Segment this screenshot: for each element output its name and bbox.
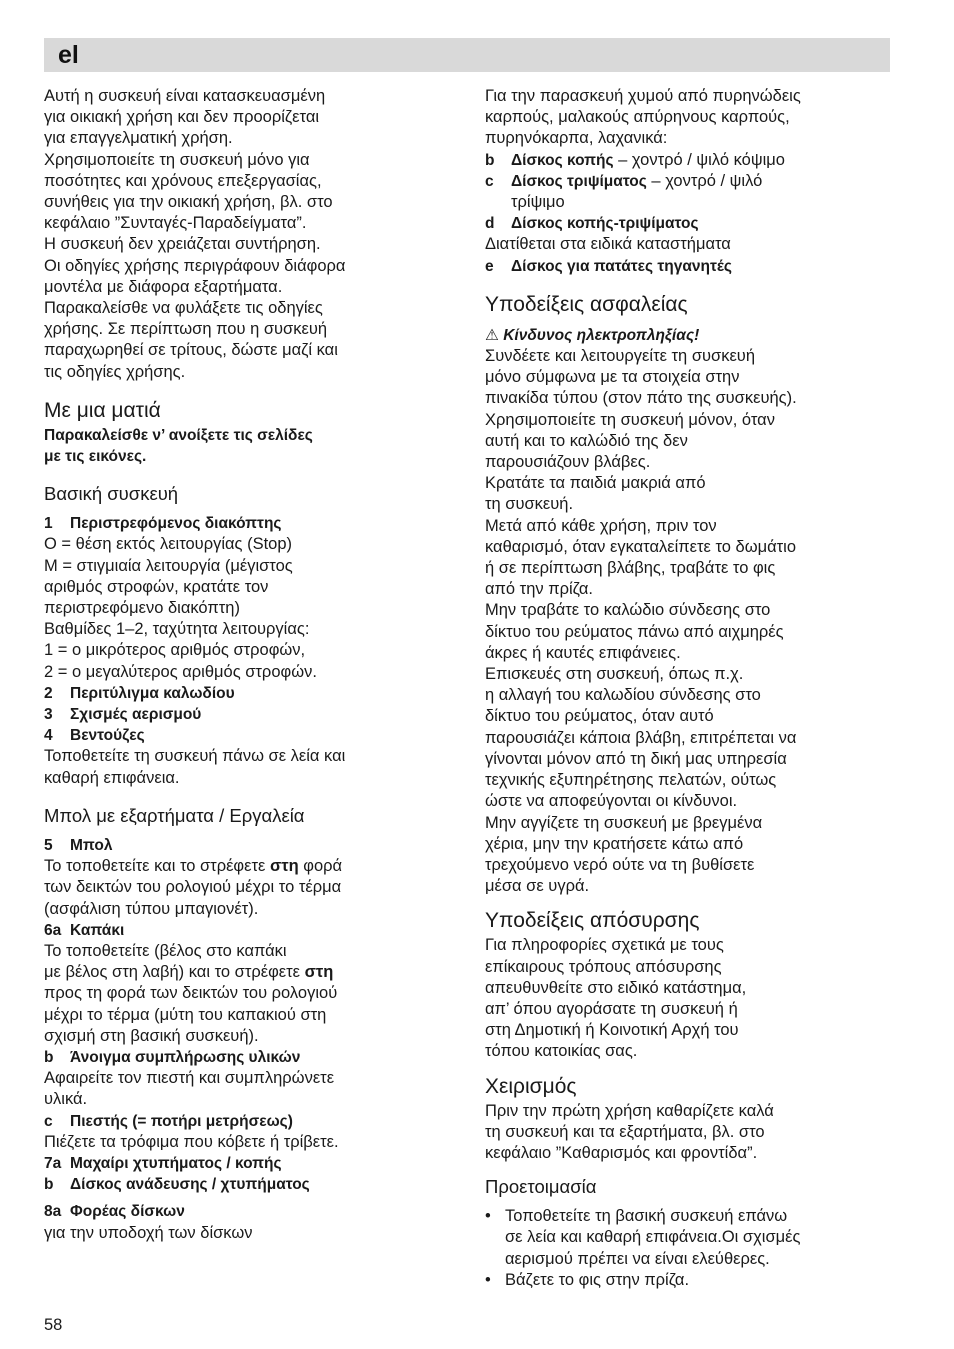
item-label: Περιστρεφόμενος διακόπτης (70, 515, 282, 533)
subsection-heading-bowl: Μπολ με εξαρτήματα / Εργαλεία (44, 804, 305, 826)
text-line: 1 = ο μικρότερος αριθμός στροφών, (44, 641, 306, 660)
subsection-heading-preparation: Προετοιμασία (485, 1176, 597, 1198)
section-heading-safety: Υποδείξεις ασφαλείας (485, 292, 688, 316)
item-label: Σχισμές αερισμού (70, 706, 202, 724)
text-line: κεφάλαιο ”Καθαρισμός και φροντίδα”. (485, 1143, 758, 1162)
item-label: Δίσκος κοπής (511, 151, 614, 169)
item-label: Δίσκος για πατάτες τηγανητές (511, 257, 732, 275)
text-line: χρήσης. Σε περίπτωση που η συσκευή (44, 320, 328, 339)
text-line: προς τη φορά των δεικτών του ρολογιού (44, 984, 338, 1003)
item-desc: – χοντρό / ψιλό κόψιμο (613, 150, 785, 169)
disc-item (485, 213, 890, 234)
text-line: δίκτυο του ρεύματος πάνω από αιχμηρές (485, 622, 784, 641)
text-line: Παρακαλείσθε να φυλάξετε τις οδηγίες (44, 299, 323, 318)
bullet-marker: • (485, 1270, 491, 1289)
language-code: el (58, 41, 79, 69)
text-line: απ’ όπου αγοράσατε τη συσκευή ή (485, 999, 738, 1018)
parts-item (44, 1201, 444, 1222)
text-line: στη Δημοτική ή Κοινοτική Αρχή του (485, 1021, 739, 1040)
bullet-item (485, 1270, 890, 1291)
parts-item (44, 513, 444, 534)
item-number: 2 (44, 684, 53, 702)
section-heading-glance: Με μια ματιά (44, 398, 161, 422)
text-line: μόνο σύμφωνα με τα στοιχεία στην (485, 368, 740, 387)
text-line: παρουσιάζουν βλάβες. (485, 453, 651, 472)
text-line: τη συσκευή. (485, 495, 574, 514)
text-line: ώστε να αποφεύγονται οι κίνδυνοι. (485, 792, 738, 811)
text-line: από την πρίζα. (485, 580, 593, 599)
text-line: για την υποδοχή των δίσκων (44, 1223, 253, 1242)
text-line: για επαγγελματική χρήση. (44, 129, 233, 148)
text-line: τρεχούμενο νερό ούτε να τη βυθίσετε (485, 855, 755, 874)
disc-item (485, 256, 890, 277)
bullet-line (485, 1206, 890, 1227)
bullet-text: Βάζετε το φις στην πρίζα. (505, 1270, 690, 1289)
parts-item (44, 920, 444, 941)
text-line: μοντέλα με διάφορα εξαρτήματα. (44, 277, 283, 296)
bullet-line: σε λεία και καθαρή επιφάνεια.Οι σχισμές (505, 1228, 801, 1247)
item-label: Άνοιγμα συμπλήρωσης υλικών (70, 1048, 301, 1066)
item-label: Φορέας δίσκων (70, 1203, 185, 1221)
item-label: Πιεστής (= ποτήρι μετρήσεως) (70, 1112, 293, 1130)
text-line: 2 = ο μεγαλύτερος αριθμός στροφών. (44, 662, 317, 681)
item-desc: – χοντρό / ψιλό (646, 171, 763, 190)
bullet-item (485, 1206, 890, 1270)
text-fragment: με βέλος στη λαβή) και το στρέφετε (44, 963, 305, 982)
item-number: 6a (44, 921, 62, 939)
text-line: M = στιγμιαία λειτουργία (μέγιστος (44, 556, 293, 575)
item-number: c (44, 1112, 53, 1130)
text-line: χέρια, μην την κρατήσετε κάτω από (485, 834, 744, 853)
text-line: καθαρισμό, όταν εγκαταλείπετε το δωμάτιο (485, 537, 796, 556)
text-line: παραχωρηθεί σε τρίτους, δώστε μαζί και (44, 341, 338, 360)
text-line: απευθυνθείτε στο ειδικό κατάστημα, (485, 978, 747, 997)
bullet-line: αερισμού πρέπει να είναι ελεύθερες. (505, 1249, 770, 1268)
text-line: Η συσκευή δεν χρειάζεται συντήρηση. (44, 235, 321, 254)
text-line: δίκτυο του ρεύματος, όταν αυτό (485, 707, 714, 726)
text-line: πινακίδα τύπου (στον πάτο της συσκευής). (485, 389, 797, 408)
text-line: συνήθεις για την οικιακή χρήση, βλ. στο (44, 193, 333, 212)
item-number: 7a (44, 1154, 62, 1172)
parts-item (44, 1174, 444, 1195)
item-number: b (44, 1048, 54, 1066)
text-line: Αφαιρείτε τον πιεστή και συμπληρώνετε (44, 1069, 335, 1088)
item-number: 4 (44, 727, 53, 745)
bullet-marker: • (485, 1207, 491, 1226)
bold-fragment: στη (304, 963, 334, 982)
text-line: O = θέση εκτός λειτουργίας (Stop) (44, 535, 293, 554)
text-line: τις οδηγίες χρήσης. (44, 362, 186, 381)
text-line: περιστρεφόμενο διακόπτη) (44, 599, 240, 618)
text-line: Συνδέετε και λειτουργείτε τη συσκευή (485, 347, 756, 366)
bold-fragment: στη (269, 857, 299, 876)
page-number: 58 (44, 1316, 63, 1334)
text-line: Μετά από κάθε χρήση, πριν τον (485, 516, 717, 535)
parts-item (44, 1047, 444, 1068)
parts-item (44, 835, 444, 856)
text-line: για οικιακή χρήση και δεν προορίζεται (44, 108, 320, 127)
right-column (485, 86, 890, 1291)
item-label: Δίσκος τριψίματος (511, 172, 647, 190)
item-number: e (485, 257, 494, 275)
section-heading-operation: Χειρισμός (485, 1074, 577, 1098)
item-number: c (485, 172, 494, 190)
text-line: Διατίθεται στα ειδικά καταστήματα (485, 235, 731, 254)
text-fragment: Το τοποθετείτε και το στρέφετε (44, 857, 270, 876)
item-label: Περιτύλιγμα καλωδίου (70, 684, 235, 702)
text-line: Το τοποθετείτε (βέλος στο καπάκι (44, 941, 287, 960)
subsection-heading-base-unit: Βασική συσκευή (44, 483, 179, 505)
text-line: καθαρή επιφάνεια. (44, 768, 180, 787)
section-heading-disposal: Υποδείξεις απόσυρσης (485, 909, 700, 933)
item-number: b (485, 151, 495, 169)
text-line: τόπου κατοικίας σας. (485, 1042, 638, 1061)
text-line: Επισκευές στη συσκευή, όπως π.χ. (485, 665, 744, 684)
glance-subtitle-line: Παρακαλείσθε ν’ ανοίξετε τις σελίδες (44, 426, 313, 444)
item-number: 1 (44, 515, 53, 533)
text-line: Για πληροφορίες σχετικά με τους (485, 936, 724, 955)
item-number: 5 (44, 836, 53, 854)
text-line: επίκαιρους τρόπους απόσυρσης (485, 957, 722, 976)
parts-item (44, 725, 444, 746)
item-label: Καπάκι (70, 921, 125, 939)
text-line: Πιέζετε τα τρόφιμα που κόβετε ή τρίβετε. (44, 1132, 339, 1151)
text-line: κεφάλαιο ”Συνταγές-Παραδείγματα”. (44, 214, 307, 233)
intro-paragraph (44, 86, 444, 383)
text-line: ποσότητες και χρόνους επεξεργασίας, (44, 171, 322, 190)
item-label: Μαχαίρι χτυπήματος / κοπής (70, 1154, 282, 1172)
item-label: Βεντούζες (70, 727, 145, 745)
item-number: d (485, 215, 495, 233)
item-number: 3 (44, 706, 53, 724)
text-line: αριθμός στροφών, κρατάτε τον (44, 577, 269, 596)
text-line: Οι οδηγίες χρήσης περιγράφουν διάφορα (44, 256, 346, 275)
text-line: Τοποθετείτε τη συσκευή πάνω σε λεία και (44, 747, 346, 766)
text-line: αυτή και το καλώδιό της δεν (485, 431, 688, 450)
item-label: Μπολ (70, 836, 113, 854)
text-line: τεχνικής εξυπηρέτησης πελατών, ούτως (485, 771, 777, 790)
parts-item (44, 1111, 444, 1132)
text-line: Χρησιμοποιείτε τη συσκευή μόνον, όταν (485, 410, 775, 429)
text-line: τη συσκευή και τα εξαρτήματα, βλ. στο (485, 1122, 765, 1141)
disc-item (485, 171, 890, 192)
text-line: μέσα σε υγρά. (485, 877, 590, 896)
parts-item (44, 704, 444, 725)
text-line: γίνονται μόνον από τη δική μας υπηρεσία (485, 749, 787, 768)
text-line: υλικά. (44, 1090, 88, 1109)
text-line: ή σε περίπτωση βλάβης, τραβάτε το φις (485, 559, 776, 578)
text-line: η αλλαγή του καλωδίου σύνδεσης στο (485, 686, 761, 705)
item-number: 8a (44, 1203, 62, 1221)
text-line: Πριν την πρώτη χρήση καθαρίζετε καλά (485, 1101, 774, 1120)
text-fragment: φορά (298, 857, 343, 876)
language-header-bar (44, 38, 890, 72)
text-line: Χρησιμοποιείτε τη συσκευή μόνο για (44, 150, 310, 169)
disc-item (485, 150, 890, 171)
glance-subtitle-line: με τις εικόνες. (44, 448, 147, 466)
bullet-line (485, 1270, 890, 1291)
warning-line (485, 325, 890, 346)
text-line: μέχρι το τέρμα (μύτη του καπακιού στη (44, 1005, 327, 1024)
text-line: Μην αγγίζετε τη συσκευή με βρεγμένα (485, 813, 763, 832)
item-label: Δίσκος κοπής-τριψίματος (511, 215, 699, 233)
text-line: καρπούς, μαλακούς απύρηνους καρπούς, (485, 108, 790, 127)
parts-item (44, 1153, 444, 1174)
item-label: Δίσκος ανάδευσης / χτυπήματος (70, 1176, 310, 1194)
text-line: άκρες ή καυτές επιφάνειες. (485, 643, 681, 662)
text-line (44, 962, 444, 983)
text-line: σχισμή στη βασική συσκευή). (44, 1026, 259, 1045)
text-line: Για την παρασκευή χυμού από πυρηνώδεις (485, 87, 801, 105)
warning-triangle-icon: ⚠ (485, 326, 499, 344)
item-number: b (44, 1176, 54, 1194)
text-line: των δεικτών του ρολογιού μέχρι το τέρμα (44, 878, 342, 897)
text-line (44, 856, 444, 877)
text-line: Βαθμίδες 1–2, ταχύτητα λειτουργίας: (44, 620, 310, 639)
text-line: πυρηνόκαρπα, λαχανικά: (485, 129, 668, 148)
bullet-text: Τοποθετείτε τη βασική συσκευή επάνω (505, 1207, 788, 1226)
warning-label: Κίνδυνος ηλεκτροπληξίας! (503, 326, 700, 344)
text-line: τρίψιμο (511, 193, 565, 212)
text-line: Μην τραβάτε το καλώδιο σύνδεσης στο (485, 601, 771, 620)
text-line: Αυτή η συσκευή είναι κατασκευασμένη (44, 87, 326, 105)
left-column (44, 86, 444, 1244)
text-line: παρουσιάζει κάποια βλάβη, επιτρέπεται να (485, 728, 797, 747)
parts-item (44, 683, 444, 704)
text-line: (ασφάλιση τύπου μπαγιονέτ). (44, 899, 259, 918)
text-line: Κρατάτε τα παιδιά μακριά από (485, 474, 706, 493)
